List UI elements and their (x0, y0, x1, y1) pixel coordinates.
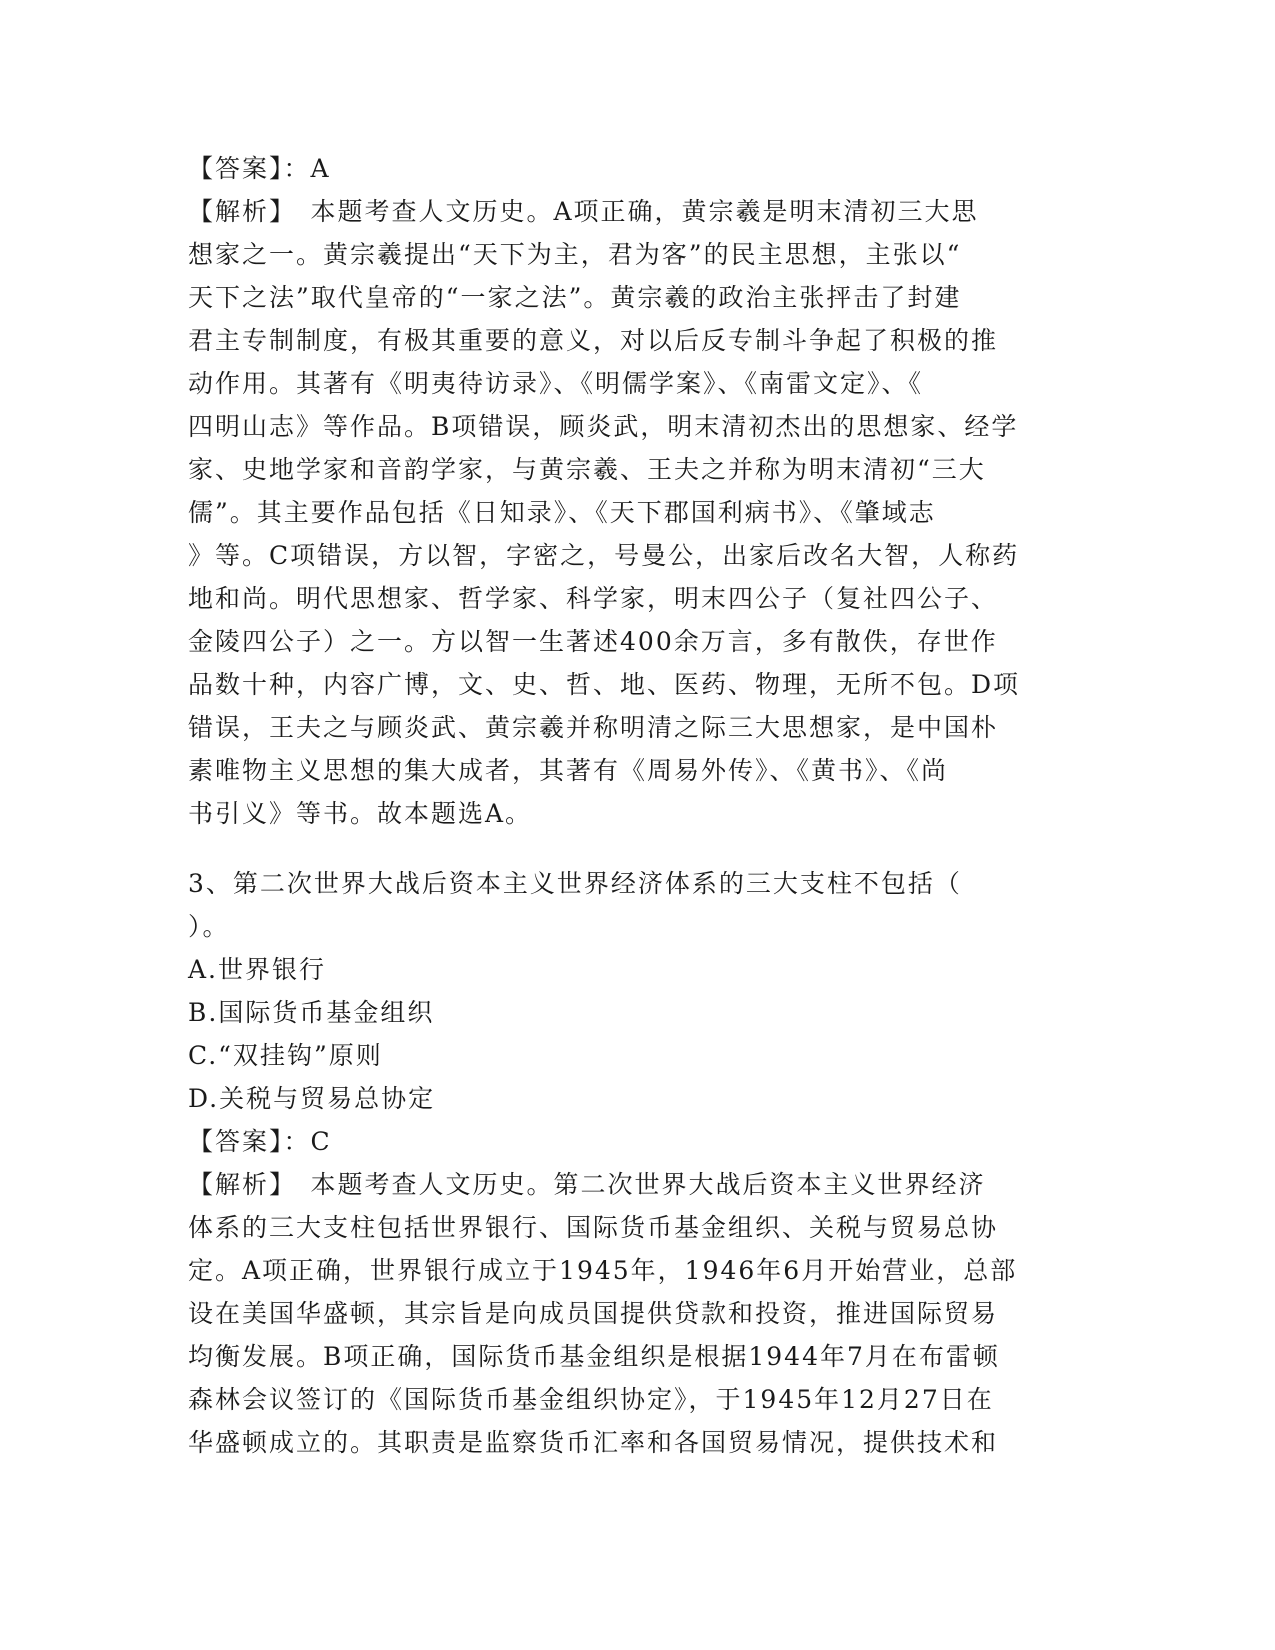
option-c: C.“双挂钩”原则 (188, 1041, 383, 1070)
explanation-line: 》等。C项错误，方以智，字密之，号曼公，出家后改名大智，人称药 (188, 541, 1020, 570)
question-stem-line: 3、第二次世界大战后资本主义世界经济体系的三大支柱不包括（ (188, 869, 962, 898)
explanation-line: 均衡发展。B项正确，国际货币基金组织是根据1944年7月在布雷顿 (188, 1342, 1000, 1371)
explanation-line: 素唯物主义思想的集大成者，其著有《周易外传》、《黄书》、《尚 (188, 756, 949, 785)
explanation-line: 森林会议签订的《国际货币基金组织协定》，于1945年12月27日在 (188, 1385, 994, 1414)
explanation-line: 品数十种，内容广博，文、史、哲、地、医药、物理，无所不包。D项 (188, 670, 1021, 699)
explanation-line: 地和尚。明代思想家、哲学家、科学家，明末四公子（复社四公子、 (188, 584, 999, 613)
explanation-line: 定。A项正确，世界银行成立于1945年，1946年6月开始营业，总部 (188, 1256, 1018, 1285)
explanation-line: 体系的三大支柱包括世界银行、国际货币基金组织、关税与贸易总协 (188, 1213, 999, 1242)
explanation-line: 四明山志》等作品。B项错误，顾炎武，明末清初杰出的思想家、经学 (188, 412, 1019, 441)
explanation-line: 【解析】 本题考查人文历史。第二次世界大战后资本主义世界经济 (188, 1170, 986, 1199)
option-a: A.世界银行 (188, 955, 327, 984)
explanation-line: 书引义》等书。故本题选A。 (188, 799, 533, 828)
explanation-line: 错误，王夫之与顾炎武、黄宗羲并称明清之际三大思想家，是中国朴 (188, 713, 999, 742)
answer-label: 【答案】：C (188, 1127, 332, 1156)
answer-label: 【答案】：A (188, 154, 331, 183)
question-3-section (188, 862, 1088, 1464)
option-b: B.国际货币基金组织 (188, 998, 435, 1027)
explanation-line: 家、史地学家和音韵学家，与黄宗羲、王夫之并称为明末清初“三大 (188, 455, 986, 484)
explanation-line: 想家之一。黄宗羲提出“天下为主，君为客”的民主思想，主张以“ (188, 240, 962, 269)
explanation-line: 天下之法”取代皇帝的“一家之法”。黄宗羲的政治主张抨击了封建 (188, 283, 962, 312)
explanation-line: 金陵四公子）之一。方以智一生著述400余万言，多有散佚，存世作 (188, 627, 998, 656)
explanation-line: 华盛顿成立的。其职责是监察货币汇率和各国贸易情况，提供技术和 (188, 1428, 999, 1457)
question-stem-line: ）。 (188, 912, 230, 941)
explanation-line: 设在美国华盛顿，其宗旨是向成员国提供贷款和投资，推进国际贸易 (188, 1299, 999, 1328)
explanation-line: 【解析】 本题考查人文历史。A项正确，黄宗羲是明末清初三大思 (188, 197, 979, 226)
question-2-answer-section (188, 147, 1088, 835)
explanation-line: 君主专制制度，有极其重要的意义，对以后反专制斗争起了积极的推 (188, 326, 999, 355)
explanation-line: 儒”。其主要作品包括《日知录》、《天下郡国利病书》、《肇域志 (188, 498, 936, 527)
explanation-line: 动作用。其著有《明夷待访录》、《明儒学案》、《南雷文定》、《 (188, 369, 924, 398)
option-d: D.关税与贸易总协定 (188, 1084, 436, 1113)
